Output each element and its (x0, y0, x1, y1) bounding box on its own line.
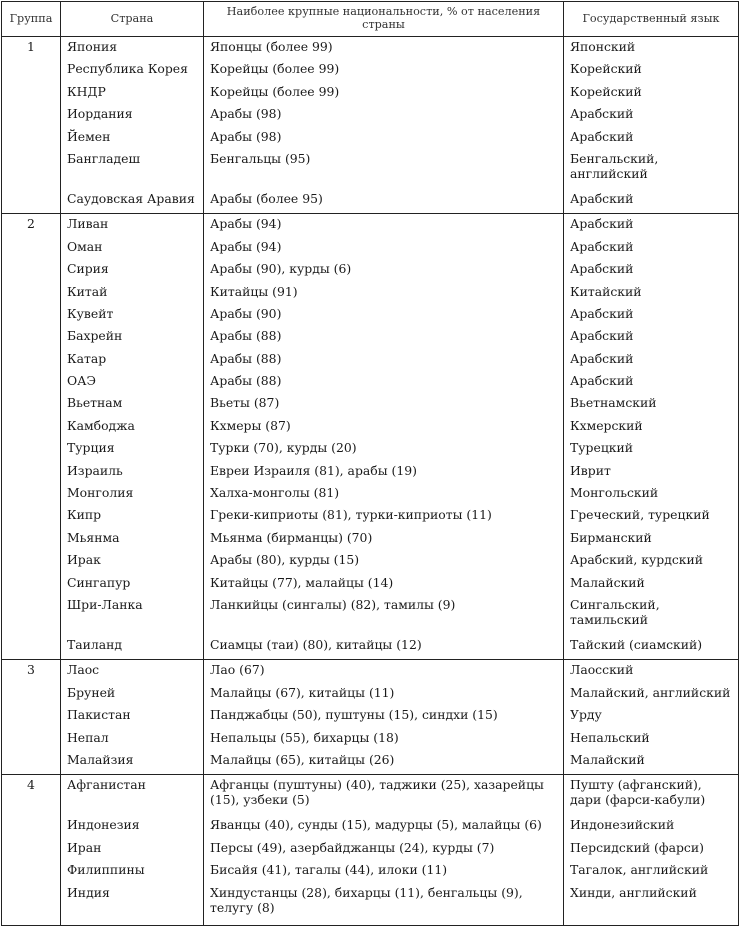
country-cell: Бангладеш (61, 151, 204, 191)
language-cell: Арабский (564, 191, 739, 214)
nationalities-cell: Китайцы (77), малайцы (14) (204, 575, 564, 597)
group-number (2, 328, 61, 350)
nationalities-cell: Арабы (94) (204, 214, 564, 239)
language-cell: Арабский, курдский (564, 552, 739, 574)
nationalities-cell: Вьеты (87) (204, 395, 564, 417)
group-number (2, 463, 61, 485)
country-cell: Кипр (61, 507, 204, 529)
language-cell: Бирманский (564, 530, 739, 552)
table-row (2, 730, 739, 752)
country-cell: Республика Корея (61, 61, 204, 83)
header-language: Государственный язык (564, 2, 739, 37)
country-cell: ОАЭ (61, 373, 204, 395)
group-number (2, 885, 61, 926)
table-row (2, 752, 739, 775)
country-cell: Малайзия (61, 752, 204, 775)
table-row (2, 129, 739, 151)
country-cell: Непал (61, 730, 204, 752)
nationalities-cell: Арабы (88) (204, 351, 564, 373)
nationalities-cell: Бенгальцы (95) (204, 151, 564, 191)
country-cell: Филиппины (61, 862, 204, 884)
group-number (2, 597, 61, 637)
nationalities-cell: Корейцы (более 99) (204, 61, 564, 83)
nationalities-cell: Персы (49), азербайджанцы (24), курды (7) (204, 840, 564, 862)
nationalities-cell: Евреи Израиля (81), арабы (19) (204, 463, 564, 485)
language-cell: Бенгальский, английский (564, 151, 739, 191)
table-row (2, 575, 739, 597)
country-cell: Вьетнам (61, 395, 204, 417)
group-number (2, 862, 61, 884)
country-cell: Саудовская Аравия (61, 191, 204, 214)
language-cell: Малайский, английский (564, 685, 739, 707)
table-row (2, 191, 739, 214)
language-cell: Малайский (564, 575, 739, 597)
country-cell: КНДР (61, 84, 204, 106)
table-row (2, 775, 739, 818)
country-cell: Камбоджа (61, 418, 204, 440)
nationalities-cell: Арабы (94) (204, 239, 564, 261)
country-cell: Афганистан (61, 775, 204, 818)
header-group: Группа (2, 2, 61, 37)
group-number (2, 61, 61, 83)
table-row (2, 373, 739, 395)
group-4-section (2, 775, 739, 925)
country-cell: Иордания (61, 106, 204, 128)
language-cell: Арабский (564, 239, 739, 261)
table-row (2, 885, 739, 926)
group-number (2, 440, 61, 462)
country-cell: Иран (61, 840, 204, 862)
table-header (2, 2, 739, 37)
table-row (2, 707, 739, 729)
language-cell: Греческий, турецкий (564, 507, 739, 529)
group-number (2, 151, 61, 191)
nationalities-cell: Арабы (98) (204, 129, 564, 151)
language-cell: Арабский (564, 373, 739, 395)
table-row (2, 660, 739, 685)
nationalities-cell: Малайцы (67), китайцы (11) (204, 685, 564, 707)
language-cell: Арабский (564, 261, 739, 283)
table-row (2, 84, 739, 106)
nationalities-cell: Арабы (98) (204, 106, 564, 128)
group-number (2, 552, 61, 574)
nationalities-cell: Яванцы (40), сунды (15), мадурцы (5), малайцы (6) (204, 817, 564, 839)
country-cell: Бруней (61, 685, 204, 707)
table-row (2, 685, 739, 707)
language-cell: Китайский (564, 284, 739, 306)
group-number (2, 707, 61, 729)
table-row (2, 840, 739, 862)
nationalities-cell: Халха-монголы (81) (204, 485, 564, 507)
table-row (2, 418, 739, 440)
country-cell: Сингапур (61, 575, 204, 597)
language-cell: Непальский (564, 730, 739, 752)
table-row (2, 151, 739, 191)
table-row (2, 395, 739, 417)
language-cell: Кхмерский (564, 418, 739, 440)
country-cell: Кувейт (61, 306, 204, 328)
language-cell: Арабский (564, 328, 739, 350)
table-row (2, 306, 739, 328)
table-row (2, 328, 739, 350)
group-3-section (2, 660, 739, 775)
nationalities-cell: Греки-киприоты (81), турки-киприоты (11) (204, 507, 564, 529)
nationalities-cell: Мьянма (бирманцы) (70) (204, 530, 564, 552)
language-cell: Хинди, английский (564, 885, 739, 926)
group-number: 2 (2, 214, 61, 239)
group-number (2, 395, 61, 417)
nationalities-cell: Арабы (90) (204, 306, 564, 328)
language-cell: Арабский (564, 106, 739, 128)
language-cell: Пушту (афганский), дари (фарси-кабули) (564, 775, 739, 818)
language-cell: Корейский (564, 61, 739, 83)
language-cell: Арабский (564, 129, 739, 151)
nationalities-cell: Малайцы (65), китайцы (26) (204, 752, 564, 775)
nationalities-cell: Непальцы (55), бихарцы (18) (204, 730, 564, 752)
language-cell: Арабский (564, 306, 739, 328)
country-cell: Монголия (61, 485, 204, 507)
group-number (2, 730, 61, 752)
language-cell: Турецкий (564, 440, 739, 462)
language-cell: Корейский (564, 84, 739, 106)
table-row (2, 817, 739, 839)
language-cell: Персидский (фарси) (564, 840, 739, 862)
country-cell: Сирия (61, 261, 204, 283)
table-row (2, 552, 739, 574)
table-row (2, 261, 739, 283)
group-number (2, 418, 61, 440)
table-row (2, 485, 739, 507)
group-number (2, 685, 61, 707)
group-number: 1 (2, 37, 61, 62)
table-row (2, 351, 739, 373)
country-cell: Оман (61, 239, 204, 261)
group-number (2, 306, 61, 328)
group-number (2, 752, 61, 775)
group-1-section (2, 37, 739, 214)
table-row (2, 214, 739, 239)
nationalities-cell: Японцы (более 99) (204, 37, 564, 62)
country-cell: Израиль (61, 463, 204, 485)
country-cell: Индия (61, 885, 204, 926)
table-row (2, 61, 739, 83)
nationalities-cell: Кхмеры (87) (204, 418, 564, 440)
language-cell: Лаосский (564, 660, 739, 685)
country-cell: Япония (61, 37, 204, 62)
header-nationalities: Наиболее крупные национальности, % от населения страны (204, 2, 564, 37)
group-number (2, 239, 61, 261)
nationalities-cell: Арабы (88) (204, 328, 564, 350)
nationalities-cell: Лао (67) (204, 660, 564, 685)
group-number: 4 (2, 775, 61, 818)
country-cell: Пакистан (61, 707, 204, 729)
table-row (2, 440, 739, 462)
group-number (2, 530, 61, 552)
country-cell: Бахрейн (61, 328, 204, 350)
group-number: 3 (2, 660, 61, 685)
group-number (2, 284, 61, 306)
group-number (2, 261, 61, 283)
language-cell: Арабский (564, 214, 739, 239)
country-cell: Индонезия (61, 817, 204, 839)
group-2-section (2, 214, 739, 660)
language-cell: Сингальский, тамильский (564, 597, 739, 637)
language-cell: Арабский (564, 351, 739, 373)
country-cell: Шри-Ланка (61, 597, 204, 637)
table-row (2, 37, 739, 62)
nationalities-cell: Панджабцы (50), пуштуны (15), синдхи (15) (204, 707, 564, 729)
group-number (2, 817, 61, 839)
language-cell: Японский (564, 37, 739, 62)
table-row (2, 637, 739, 660)
group-number (2, 373, 61, 395)
country-cell: Ирак (61, 552, 204, 574)
group-number (2, 637, 61, 660)
table-row (2, 463, 739, 485)
group-number (2, 507, 61, 529)
country-cell: Китай (61, 284, 204, 306)
language-cell: Иврит (564, 463, 739, 485)
nationalities-cell: Сиамцы (таи) (80), китайцы (12) (204, 637, 564, 660)
language-cell: Тагалок, английский (564, 862, 739, 884)
header-country: Страна (61, 2, 204, 37)
nationalities-cell: Арабы (80), курды (15) (204, 552, 564, 574)
nationalities-cell: Турки (70), курды (20) (204, 440, 564, 462)
country-cell: Ливан (61, 214, 204, 239)
language-cell: Тайский (сиамский) (564, 637, 739, 660)
language-cell: Урду (564, 707, 739, 729)
group-number (2, 106, 61, 128)
table-row (2, 239, 739, 261)
nationalities-cell: Хиндустанцы (28), бихарцы (11), бенгальцы (9), телугу (8) (204, 885, 564, 926)
table-row (2, 106, 739, 128)
table-row (2, 597, 739, 637)
table-row (2, 530, 739, 552)
country-cell: Таиланд (61, 637, 204, 660)
group-number (2, 485, 61, 507)
group-number (2, 575, 61, 597)
nationalities-cell: Арабы (88) (204, 373, 564, 395)
nationalities-cell: Арабы (90), курды (6) (204, 261, 564, 283)
group-number (2, 351, 61, 373)
table-row (2, 284, 739, 306)
nationalities-cell: Афганцы (пуштуны) (40), таджики (25), хазарейцы (15), узбеки (5) (204, 775, 564, 818)
country-cell: Катар (61, 351, 204, 373)
table-row (2, 507, 739, 529)
language-cell: Вьетнамский (564, 395, 739, 417)
nationalities-table (1, 1, 739, 926)
group-number (2, 191, 61, 214)
table-row (2, 862, 739, 884)
group-number (2, 84, 61, 106)
language-cell: Малайский (564, 752, 739, 775)
language-cell: Монгольский (564, 485, 739, 507)
nationalities-cell: Ланкийцы (сингалы) (82), тамилы (9) (204, 597, 564, 637)
country-cell: Лаос (61, 660, 204, 685)
nationalities-cell: Арабы (более 95) (204, 191, 564, 214)
nationalities-cell: Бисайя (41), тагалы (44), илоки (11) (204, 862, 564, 884)
country-cell: Мьянма (61, 530, 204, 552)
group-number (2, 129, 61, 151)
language-cell: Индонезийский (564, 817, 739, 839)
country-cell: Турция (61, 440, 204, 462)
nationalities-cell: Китайцы (91) (204, 284, 564, 306)
group-number (2, 840, 61, 862)
nationalities-cell: Корейцы (более 99) (204, 84, 564, 106)
country-cell: Йемен (61, 129, 204, 151)
